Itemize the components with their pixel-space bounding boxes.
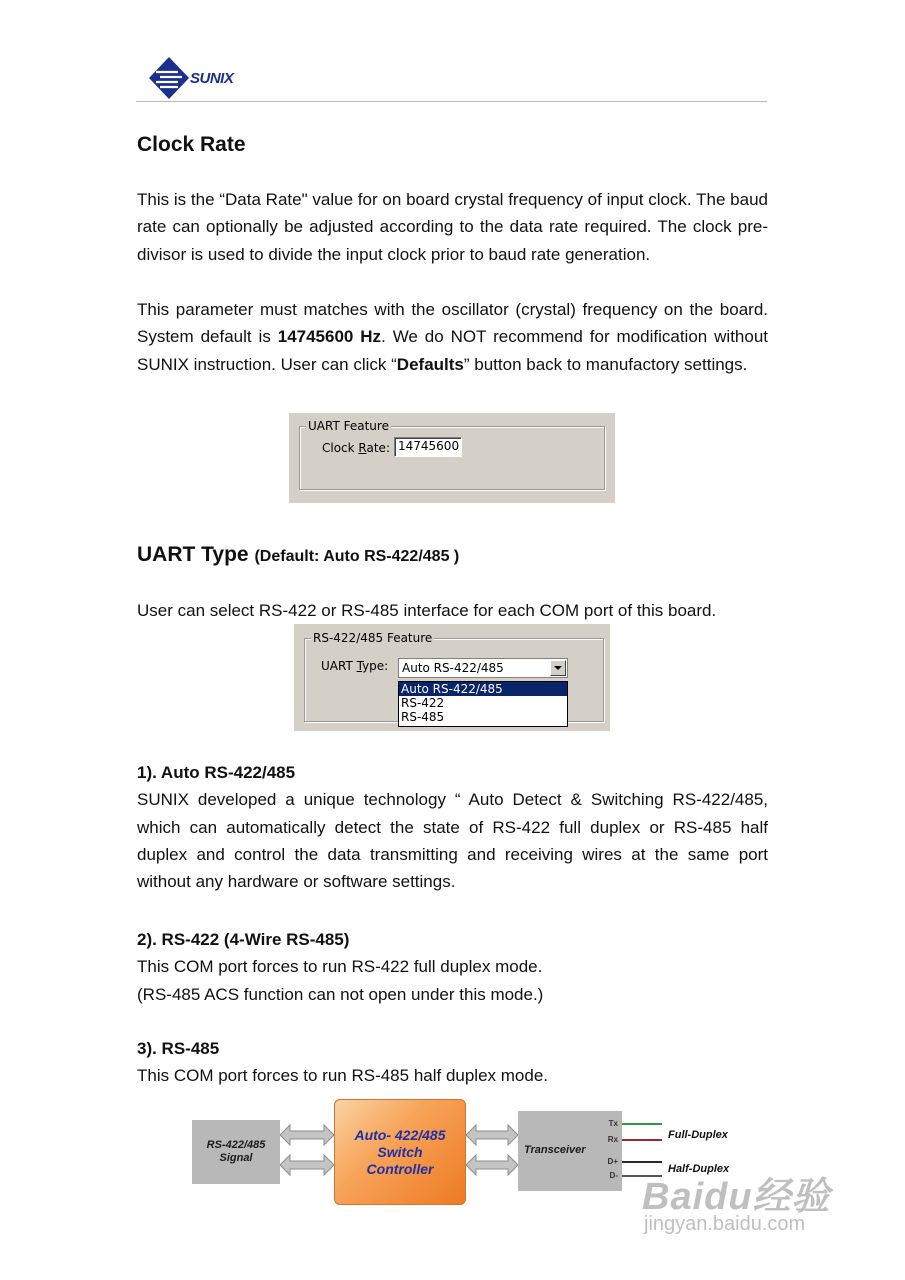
watermark-brand: Baidu经验 — [642, 1176, 831, 1218]
transceiver-box — [518, 1111, 622, 1191]
uart-type-label — [321, 659, 388, 673]
double-arrow-icon — [280, 1155, 334, 1175]
controller-line1: Auto- 422/485 — [354, 1126, 446, 1143]
item2-line1: This COM port forces to run RS-422 full duplex mode. — [137, 957, 543, 977]
clock-rate-label-pre: Clock — [322, 441, 359, 455]
controller-line3: Controller — [366, 1160, 434, 1177]
dplus-wire — [622, 1161, 662, 1163]
uart-type-option-auto[interactable]: Auto RS-422/485 — [399, 682, 567, 696]
item3-text: This COM port forces to run RS-485 half duplex mode. — [137, 1066, 549, 1086]
uart-type-intro: User can select RS-422 or RS-485 interface for each COM port of this board. — [137, 601, 717, 620]
brand-name: SUNIX — [190, 70, 234, 87]
controller-line2: Switch — [377, 1143, 423, 1160]
watermark-url: jingyan.baidu.com — [644, 1213, 806, 1235]
switch-controller-box — [334, 1099, 466, 1205]
item2-line2: (RS-485 ACS function can not open under this mode.) — [137, 984, 544, 1004]
pin-rx-label: Rx — [607, 1135, 618, 1144]
uart-type-label-pre: UART — [321, 659, 357, 673]
uart-type-heading — [137, 543, 459, 567]
rs422-485-feature-group — [304, 631, 604, 724]
item3-title: 3). RS-485 — [137, 1039, 220, 1058]
uart-type-dropdown-list — [398, 681, 568, 727]
uart-type-title: UART Type — [137, 543, 249, 566]
sunix-logo — [148, 56, 258, 100]
signal-box — [192, 1120, 280, 1184]
clock-rate-paragraph-2 — [137, 296, 768, 378]
full-duplex-label: Full-Duplex — [668, 1129, 728, 1141]
double-arrow-icon — [280, 1125, 334, 1145]
clock-rate-label-accel: R — [358, 441, 367, 455]
uart-type-label-post: ype: — [362, 659, 389, 673]
item2-title: 2). RS-422 (4-Wire RS-485) — [137, 930, 350, 949]
clock-rate-heading: Clock Rate — [137, 133, 246, 156]
item1-title: 1). Auto RS-422/485 — [137, 763, 296, 782]
clock-rate-paragraph-1: This is the “Data Rate" value for on board crystal frequency of input clock. The baud rate can optionally be adjusted according to the data rate required. The clock pre-divisor is used to divide the input clock prior to baud rate generation. — [137, 190, 768, 264]
header-divider — [136, 101, 767, 102]
clock-rate-label-post: ate: — [366, 441, 390, 455]
uart-type-selected-value: Auto RS-422/485 — [402, 661, 504, 675]
signal-box-line1: RS-422/485 — [206, 1139, 266, 1151]
tx-wire — [622, 1123, 662, 1125]
default-frequency: 14745600 Hz — [277, 327, 382, 347]
controller-transceiver-arrows — [466, 1123, 518, 1179]
uart-feature-dialog — [289, 413, 615, 503]
clock-rate-label — [322, 441, 390, 455]
uart-type-option-rs422[interactable]: RS-422 — [401, 696, 445, 710]
double-arrow-icon — [466, 1155, 518, 1175]
rs422-485-feature-dialog — [294, 624, 610, 731]
uart-feature-group — [299, 419, 605, 490]
pin-dminus-label: D- — [609, 1171, 618, 1180]
pin-tx-label: Tx — [608, 1119, 618, 1128]
defaults-button-ref: Defaults — [396, 354, 464, 374]
chevron-down-icon[interactable] — [550, 660, 566, 676]
rs485-section — [137, 1035, 768, 1090]
transceiver-label: Transceiver — [524, 1144, 586, 1156]
uart-type-select[interactable] — [398, 658, 568, 678]
signal-controller-arrows — [280, 1123, 334, 1179]
uart-type-option-rs485[interactable]: RS-485 — [401, 710, 445, 724]
rs422-485-group-title: RS-422/485 Feature — [313, 631, 433, 645]
half-duplex-label: Half-Duplex — [668, 1163, 730, 1175]
uart-type-label-accel: T — [356, 659, 363, 673]
uart-feature-group-title: UART Feature — [308, 419, 389, 433]
rs422-section — [137, 926, 768, 1008]
para2-text-a: This parameter must matches with the oscillator (crystal) frequency on the board. System default is — [137, 300, 768, 347]
pin-dplus-label: D+ — [607, 1157, 618, 1166]
baidu-watermark — [640, 1165, 860, 1245]
clock-rate-input[interactable]: 14745600 — [394, 437, 462, 457]
item1-text: SUNIX developed a unique technology “ Auto Detect & Switching RS-422/485, which can automatically detect the state of RS-422 full duplex or RS-485 half duplex and control the data transmitting and receiving wires at the same port without any hardware or software settings. — [137, 790, 768, 892]
uart-type-default: (Default: Auto RS-422/485 ) — [254, 548, 460, 565]
para2-text-b: . We do NOT recommend for modification without SUNIX instruction. User can click “ — [137, 327, 768, 374]
sunix-logo-icon — [148, 56, 190, 100]
rx-wire — [622, 1139, 662, 1141]
double-arrow-icon — [466, 1125, 518, 1145]
para2-text-c: ” button back to manufactory settings. — [463, 354, 748, 374]
auto-rs422-485-section — [137, 759, 768, 895]
signal-box-line2: Signal — [219, 1152, 253, 1164]
